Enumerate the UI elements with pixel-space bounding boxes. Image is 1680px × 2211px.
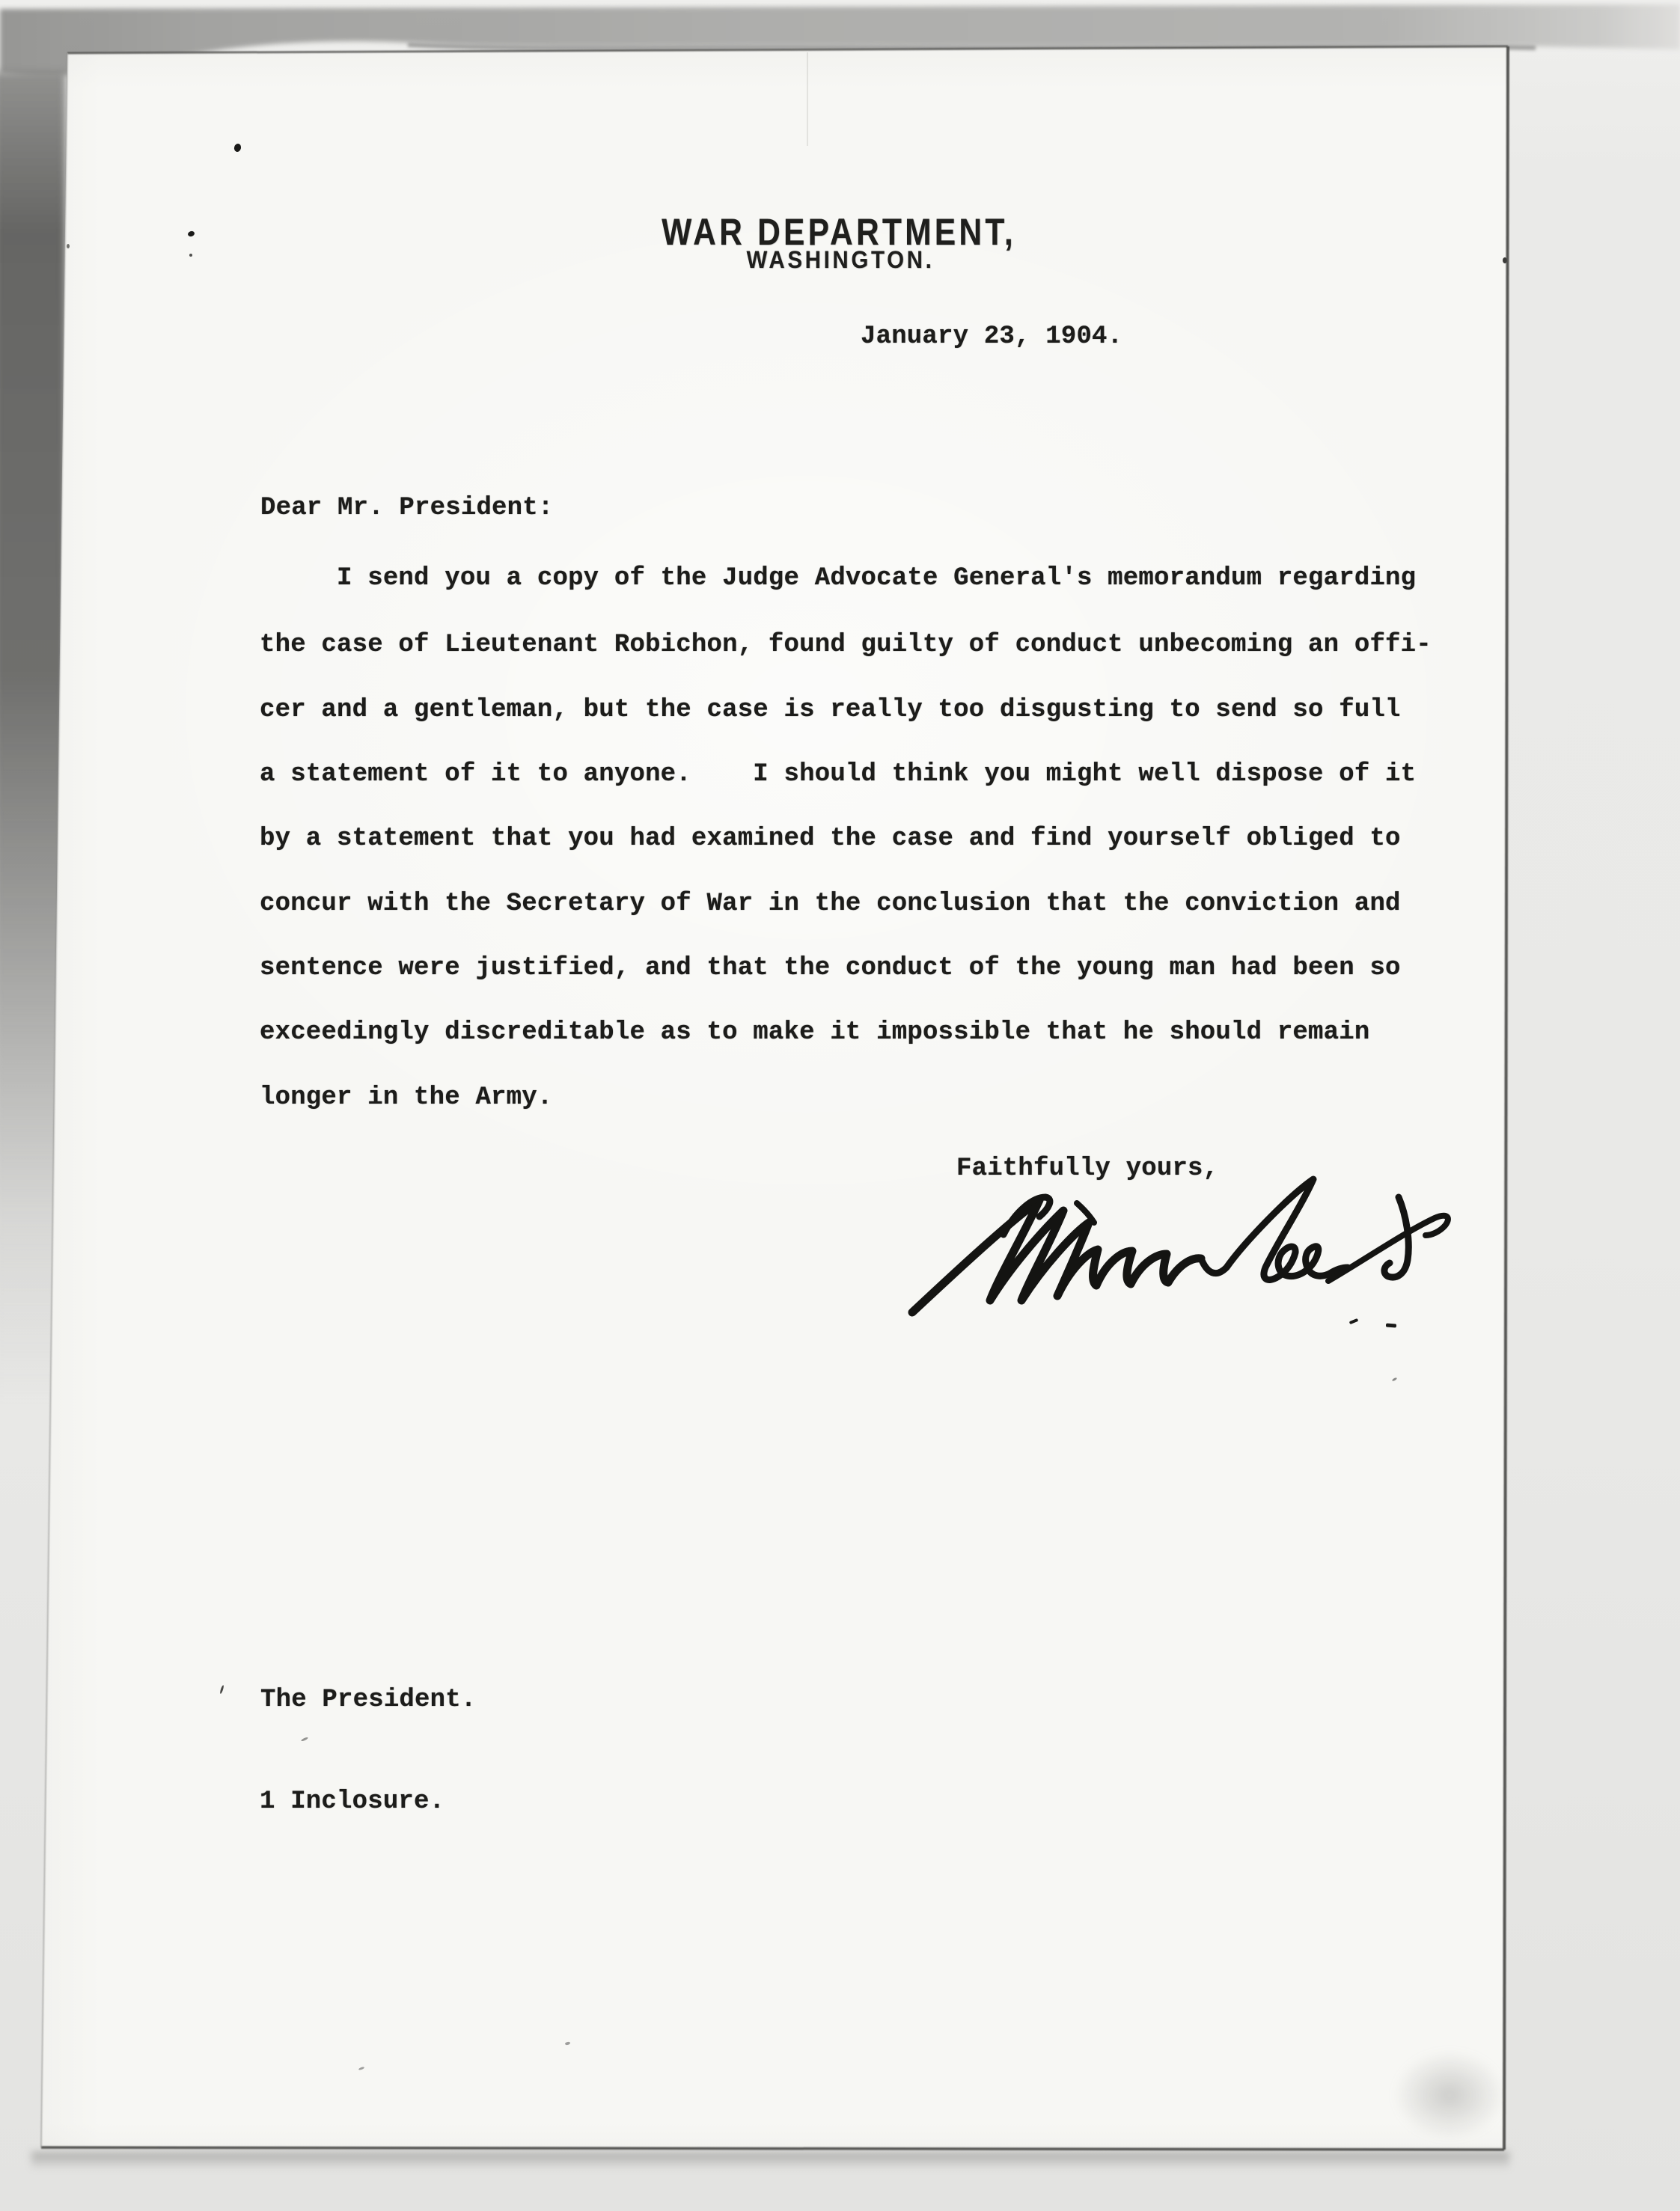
letterhead-city: WASHINGTON. [746,246,935,273]
addressee-line: The President. [260,1686,477,1714]
body-line: I send you a copy of the Judge Advocate General's memorandum regarding [260,564,1417,593]
signature-elihu-root [902,1172,1456,1325]
body-line: a statement of it to anyone. I should think you might well dispose of it [260,760,1417,789]
body-line: longer in the Army. [260,1083,553,1112]
letterhead-department: WAR DEPARTMENT, [662,211,1016,253]
salutation: Dear Mr. President: [260,494,554,522]
enclosure-note: 1 Inclosure. [260,1788,445,1816]
body-line: sentence were justified, and that the conduct of the young man had been so [260,954,1401,982]
body-line: by a statement that you had examined the case and find yourself obliged to [260,825,1401,853]
body-line: concur with the Secretary of War in the conclusion that the conviction and [260,890,1401,918]
closing-line: Faithfully yours, [956,1155,1219,1183]
under-page-shadow [31,2152,1509,2170]
date-line: January 23, 1904. [861,322,1123,351]
body-line: exceedingly discreditable as to make it impossible that he should remain [260,1018,1370,1047]
body-line: the case of Lieutenant Robichon, found guilty of conduct unbecoming an offi- [260,631,1432,659]
body-line: cer and a gentleman, but the case is really too disgusting to send so full [260,696,1401,724]
